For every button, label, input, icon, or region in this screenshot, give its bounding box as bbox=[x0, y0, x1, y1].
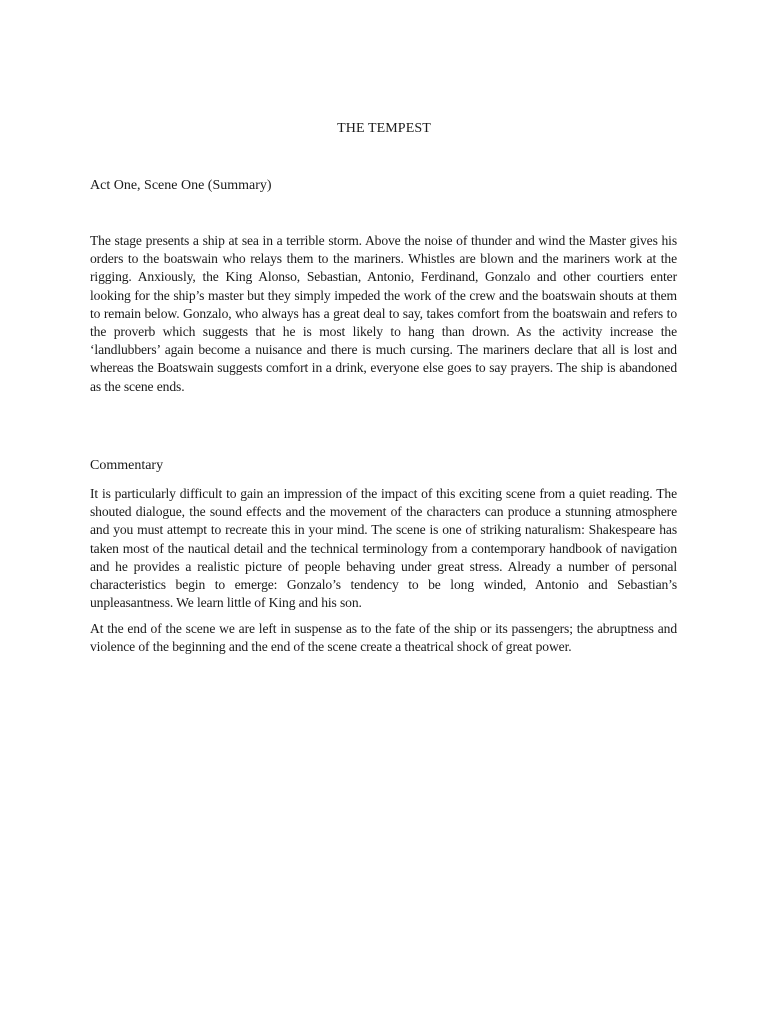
commentary-paragraph-2: At the end of the scene we are left in suspense as to the fate of the ship or its passengers; the abruptness and violence of the beginning and the end of the scene create a theatrical shock of great power. bbox=[90, 621, 677, 655]
section-heading-commentary: Commentary bbox=[90, 458, 164, 473]
document-title: THE TEMPEST bbox=[337, 121, 431, 136]
section-heading-summary: Act One, Scene One (Summary) bbox=[90, 178, 272, 193]
summary-paragraph: The stage presents a ship at sea in a terrible storm. Above the noise of thunder and wind the Master gives his orders to the boatswain who relays them to the mariners. Whistles are blown and the mariners work at the rigging. Anxiously, the King Alonso, Sebastian, Antonio, Ferdinand, Gonzalo and other courtiers enter looking for the ship’s master but they simply impeded the work of the crew and the boatswain shouts at them to remain below. Gonzalo, who always has a great deal to say, takes comfort from the boatswain and refers to the proverb which suggests that he is most likely to hang than drown. As the activity increase the ‘landlubbers’ again become a nuisance and there is much cursing. The mariners declare that all is lost and whereas the Boatswain suggests comfort in a drink, everyone else goes to say prayers. The ship is abandoned as the scene ends. bbox=[90, 233, 677, 394]
commentary-paragraph-1: It is particularly difficult to gain an impression of the impact of this exciting scene from a quiet reading. The shouted dialogue, the sound effects and the movement of the characters can produce a stunning atmosphere and you must attempt to recreate this in your mind. The scene is one of striking naturalism: Shakespeare has taken most of the nautical detail and the technical terminology from a contemporary handbook of navigation and he provides a realistic picture of people behaving under great stress. Already a number of personal characteristics begin to emerge: Gonzalo’s tendency to be long winded, Antonio and Sebastian’s unpleasantness. We learn little of King and his son. bbox=[90, 486, 677, 611]
